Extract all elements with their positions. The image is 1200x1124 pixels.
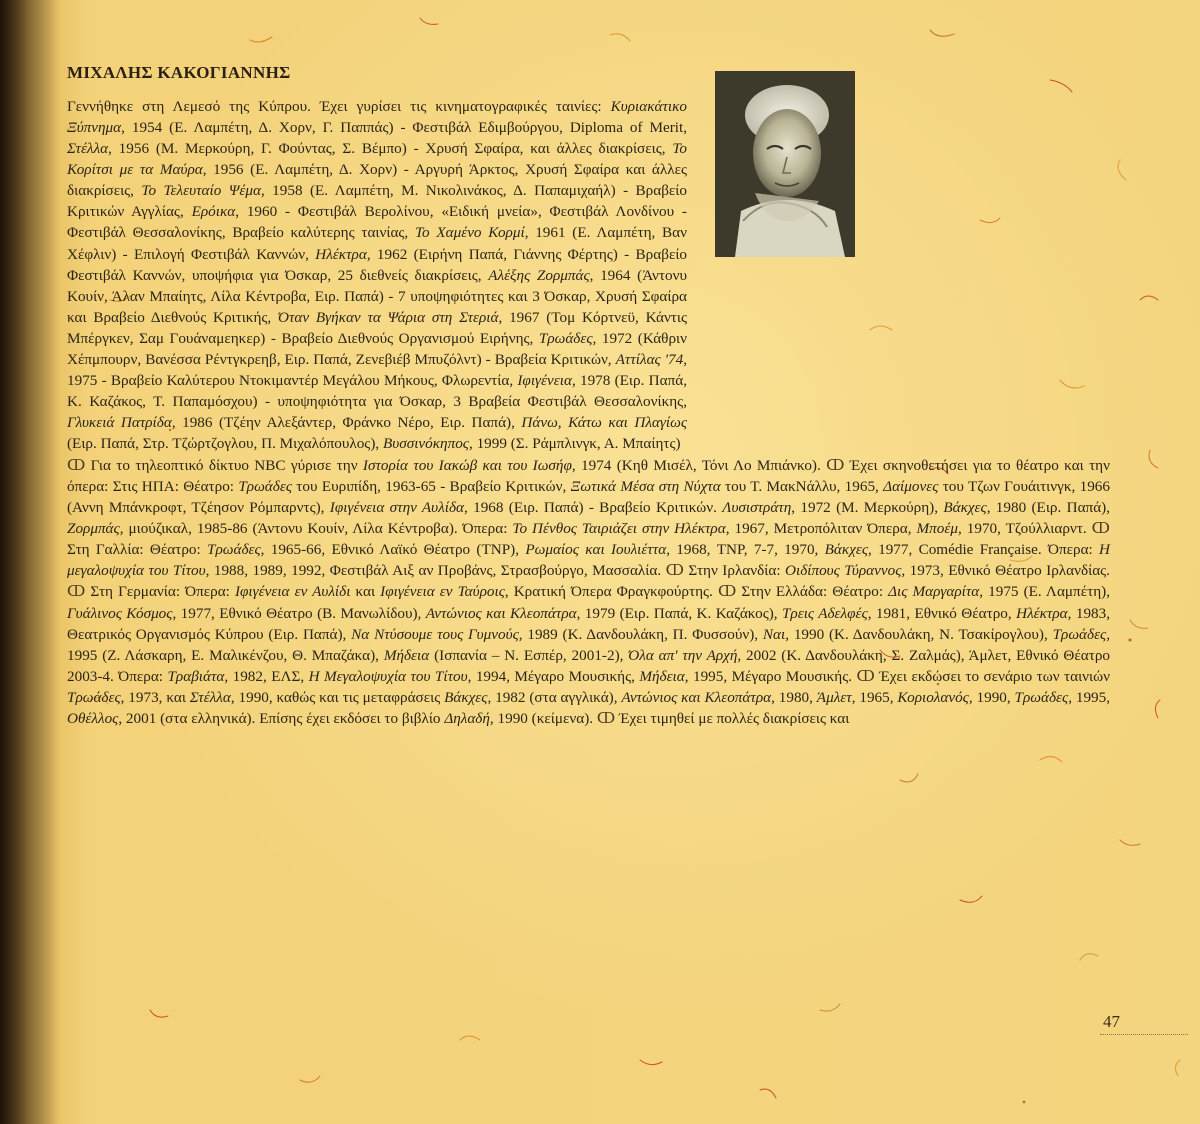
text-run: , 1956 (Ε. Λαμπέτη, Δ. Χορν) - Αργυρή Άρκτος, Χρυσή Σφαίρα και άλλες διακρίσεις, bbox=[67, 161, 687, 200]
text-run: , 1989 (Κ. Δανδουλάκη, Π. Φυσσούν), bbox=[518, 625, 763, 643]
italic-title: Γλυκειά Πατρίδα bbox=[67, 414, 172, 432]
italic-title: Βάκχες bbox=[824, 541, 869, 559]
text-run: , Κρατική Όπερα Φραγκφούρτης. bbox=[504, 583, 718, 601]
italic-title: Το Κορίτσι με τα Μαύρα bbox=[67, 140, 687, 179]
italic-title: Στέλλα bbox=[67, 140, 109, 158]
portrait-photo-icon bbox=[715, 71, 855, 257]
italic-title: Δηλαδή bbox=[444, 709, 490, 727]
text-run: Έχει τιμηθεί με πολλές διακρίσεις και bbox=[615, 709, 850, 727]
italic-title: Ρωμαίος και Ιουλιέττα bbox=[525, 541, 667, 559]
italic-title: Ιφιγένεια στην Αυλίδα bbox=[329, 499, 464, 517]
italic-title: Βυσσινόκηπος bbox=[382, 435, 469, 453]
text-run: , 1995, bbox=[1068, 688, 1111, 706]
portrait-photo bbox=[715, 71, 855, 257]
italic-title: Αττίλας '74 bbox=[615, 350, 684, 368]
italic-title: Η Μεγαλοψυχία του Τίτου bbox=[308, 667, 468, 685]
italic-title: Ηλέκτρα bbox=[315, 245, 367, 263]
italic-title: Κοριολανός bbox=[897, 688, 969, 706]
italic-title: Ιστορία του Ιακώβ και του Ιωσήφ bbox=[362, 457, 572, 474]
italic-title: Τρωάδες bbox=[1052, 625, 1107, 643]
text-run: , 1958 (Ε. Λαμπέτη, Μ. Νικολινάκος, Δ. Παπαμιχαήλ) - Βραβείο Κριτικών Αγγλίας, bbox=[67, 182, 687, 221]
italic-title: Δις Μαργαρίτα bbox=[888, 583, 980, 601]
italic-title: Μήδεια bbox=[639, 667, 685, 685]
text-run: , 1970, Τζούλλιαρντ. bbox=[958, 520, 1092, 538]
text-run: , 1978 (Ειρ. Παπά, Κ. Καζάκος, Τ. Παπαμόσχου) - υποψηφιότητα για Όσκαρ, 3 Βραβεία Φεστιβάλ Θεσσαλονίκης, bbox=[67, 372, 687, 411]
italic-title: Ιφιγένεια εν Ταύροις bbox=[380, 583, 505, 601]
italic-title: Πάνω, Κάτω και Πλαγίως bbox=[521, 414, 687, 432]
text-run: , 1975 (Ε. Λαμπέτη), bbox=[979, 583, 1110, 601]
text-run: , 1972 (Κάθριν Χέπμπουρν, Βανέσσα Ρέντγκρεηβ, Ειρ. Παπά, Ζενεβιέβ Μπυζόλντ) - Βραβεία Κριτικών, bbox=[67, 329, 687, 368]
text-run: , 1980 (Ειρ. Παπά), bbox=[986, 499, 1111, 517]
section-separator-icon: ↀ bbox=[1091, 520, 1110, 538]
text-run: , 1977, Εθνικό Θέατρο (Β. Μανωλίδου), bbox=[172, 604, 426, 622]
text-run: , μιούζικαλ, 1985-86 (Άντονυ Κουίν, Λίλα Κέντροβα). Όπερα: bbox=[119, 520, 513, 538]
italic-title: Τρωάδες bbox=[538, 329, 593, 347]
italic-title: Ιφιγένεια εν Αυλίδι bbox=[234, 583, 351, 601]
italic-title: Δαίμονες bbox=[883, 478, 939, 496]
biography-intro bbox=[67, 96, 687, 454]
text-run: και bbox=[350, 583, 381, 601]
text-run: , 1968, TNP, 7-7, 1970, bbox=[666, 541, 825, 559]
text-run: Στην Ιρλανδία: bbox=[683, 562, 786, 580]
page-title: ΜΙΧΑΛΗΣ ΚΑΚΟΓΙΑΝΝΗΣ bbox=[67, 63, 291, 82]
italic-title: Το Χαμένο Κορμί bbox=[414, 224, 525, 242]
text-run: Έχει σκηνοθετήσει για το θέατρο και την όπερα: Στις ΗΠΑ: Θέατρο: bbox=[67, 457, 1110, 496]
text-run: , 1999 (Σ. Ράμπλινγκ, Α. Μπαίητς) bbox=[468, 435, 681, 453]
text-run: , 1980, bbox=[771, 688, 817, 706]
section-separator-icon: ↀ bbox=[826, 457, 845, 474]
text-run: Έχει εκδώσει το σενάριο των ταινιών bbox=[874, 667, 1110, 685]
italic-title: Τρωάδες bbox=[207, 541, 261, 559]
italic-title: Το Τελευταίο Ψέμα bbox=[141, 182, 261, 200]
italic-title: Οιδίπους Τύραννος bbox=[785, 562, 902, 580]
italic-title: Όλα απ' την Αρχή bbox=[628, 646, 738, 664]
text-run: , 1968 (Ειρ. Παπά) - Βραβείο Κριτικών. bbox=[464, 499, 723, 517]
text-run: , 1974 (Κηθ Μισέλ, Τόνι Λο Μπιάνκο). bbox=[571, 457, 827, 474]
italic-title: Τρεις Αδελφές bbox=[781, 604, 868, 622]
text-run: , 1982, ΕΛΣ, bbox=[224, 667, 309, 685]
text-run: , 1954 (Ε. Λαμπέτη, Δ. Χορν, Γ. Παππάς) - Φεστιβάλ Εδιμβούργου, Diploma of Merit, bbox=[121, 119, 687, 137]
italic-title: Τρωάδες bbox=[238, 478, 292, 496]
text-run: , 1990, καθώς και τις μεταφράσεις bbox=[230, 688, 445, 706]
text-run: (Ειρ. Παπά, Στρ. Τζώρτζογλου, Π. Μιχαλόπουλος), bbox=[67, 435, 383, 453]
text-run: , 1995 (Ζ. Λάσκαρη, Ε. Μαλικένζου, Θ. Μπαζάκα), bbox=[67, 625, 1111, 664]
italic-title: Αλέξης Ζορμπάς bbox=[488, 266, 590, 284]
text-run: , 1990 (κείμενα). bbox=[489, 709, 597, 727]
page-number-rule bbox=[1100, 1034, 1188, 1035]
text-run: , 1960 - Φεστιβάλ Βερολίνου, «Ειδική μνεία», Φεστιβάλ Λονδίνου - Φεστιβάλ Θεσσαλονίκης, Βραβείο καλύτερης ταινίας, bbox=[67, 203, 687, 242]
italic-title: Γυάλινος Κόσμος bbox=[67, 604, 173, 622]
italic-title: Όταν Βγήκαν τα Ψάρια στη Στεριά bbox=[277, 308, 499, 326]
text-run: , 1990 (Κ. Δανδουλάκη, Ν. Τσακίρογλου), bbox=[785, 625, 1053, 643]
text-run: , 1956 (Μ. Μερκούρη, Γ. Φούντας, Σ. Βέμπο) - Χρυσή Σφαίρα, και άλλες διακρίσεις, bbox=[108, 140, 673, 158]
text-run: , 1965, bbox=[851, 688, 898, 706]
italic-title: Βάκχες bbox=[444, 688, 488, 706]
text-run: , 1990, bbox=[968, 688, 1015, 706]
italic-title: Ερόικα bbox=[191, 203, 236, 221]
italic-title: Οθέλλος bbox=[67, 709, 119, 727]
text-run: , 1961 (Ε. Λαμπέτη, Βαν Χέφλιν) - Επιλογή Φεστιβάλ Καννών, bbox=[67, 224, 688, 263]
text-run: του Ευριπίδη, 1963-65 - Βραβείο Κριτικών, bbox=[291, 478, 571, 496]
text-run: του Τζων Γουάιτινγκ, 1966 (Αννη Μπάνκροφτ, Τζέησον Ρόμπαρντς), bbox=[67, 478, 1110, 517]
italic-title: Αντώνιος και Κλεοπάτρα bbox=[621, 688, 772, 706]
section-separator-icon: ↀ bbox=[856, 667, 875, 685]
text-run: , 1967, Μετροπόλιταν Όπερα, bbox=[725, 520, 917, 538]
text-run: (Ισπανία – Ν. Εσπέρ, 2001-2), bbox=[429, 646, 629, 664]
text-run: , 1988, 1989, 1992, Φεστιβάλ Αιξ αν Προβάνς, Στρασβούργο, Μασσαλία. bbox=[205, 562, 666, 580]
text-run: , 1983, Θεατρικός Οργανισμός Κύπρου (Ειρ. Παπά), bbox=[67, 604, 1111, 643]
italic-title: Να Ντύσουμε τους Γυμνούς bbox=[351, 625, 519, 643]
text-run: , 1962 (Ειρήνη Παπά, Γιάννης Φέρτης) - Βραβείο Φεστιβάλ Καννών, υποψήφια για Όσκαρ, 25 διεθνείς διακρίσεις, bbox=[67, 245, 687, 284]
text-run: , 2001 (στα ελληνικά). Επίσης έχει εκδόσει το βιβλίο bbox=[118, 709, 445, 727]
italic-title: Το Πένθος Ταιριάζει στην Ηλέκτρα bbox=[512, 520, 726, 538]
section-separator-icon: ↀ bbox=[596, 709, 616, 727]
italic-title: Αντώνιος και Κλεοπάτρα bbox=[425, 604, 577, 622]
text-run: , 1965-66, Εθνικό Λαϊκό Θέατρο (TNP), bbox=[260, 541, 526, 559]
italic-title: Τραβιάτα bbox=[167, 667, 225, 685]
italic-title: Ναι bbox=[762, 625, 786, 643]
italic-title: Κυριακάτικο Ξύπνημα bbox=[67, 98, 687, 137]
section-separator-icon: ↀ bbox=[717, 583, 737, 601]
italic-title: Μήδεια bbox=[383, 646, 430, 664]
page-number: 47 bbox=[1103, 1012, 1120, 1031]
text-run: , 1972 (Μ. Μερκούρη), bbox=[791, 499, 944, 517]
biography-continued bbox=[67, 455, 1110, 729]
text-run: Στη Γερμανία: Όπερα: bbox=[85, 583, 235, 601]
italic-title: Τρωάδες bbox=[67, 688, 121, 706]
text-run: , 1986 (Τζέην Αλεξάντερ, Φράνκο Νέρο, Ειρ. Παπά), bbox=[171, 414, 522, 432]
text-run: , 1973, Εθνικό Θέατρο Ιρλανδίας. bbox=[901, 562, 1110, 580]
text-run: , 2002 (Κ. Δανδουλάκη, Σ. Ζαλμάς), Άμλετ, Εθνικό Θέατρο 2003-4. Όπερα: bbox=[67, 646, 1111, 685]
text-run: , 1964 (Άντονυ Κουίν, Άλαν Μπαίητς, Λίλα Κέντροβα, Ειρ. Παπά) - 7 υποψηφιότητες και 3 Όσκαρ, Χρυσή Σφαίρα και Βραβείο Διεθνούς Κριτικής, bbox=[67, 266, 687, 326]
italic-title: Βάκχες bbox=[943, 499, 987, 517]
text-run: , 1982 (στα αγγλικά), bbox=[487, 688, 622, 706]
italic-title: Ιφιγένεια bbox=[517, 372, 572, 390]
text-run: , 1967 (Τομ Κόρτνεϋ, Κάντις Μπέργκεν, Σαμ Γουάναμεηκερ) - Βραβείο Διεθνούς Οργανισμού Ειρήνης, bbox=[67, 308, 688, 347]
italic-title: Ζορμπάς bbox=[67, 520, 120, 538]
text-run: , 1975 - Βραβείο Καλύτερου Ντοκιμαντέρ Μεγάλου Μήκους, Φλωρεντία, bbox=[67, 350, 687, 390]
text-run: , 1995, Μέγαρο Μουσικής. bbox=[684, 667, 857, 685]
italic-title: Ξωτικά Μέσα στη Νύχτα bbox=[570, 478, 721, 496]
section-separator-icon: ↀ bbox=[665, 562, 684, 580]
italic-title: Στέλλα bbox=[189, 688, 231, 706]
text-run: Στην Ελλάδα: Θέατρο: bbox=[736, 583, 889, 601]
text-run: του Τ. ΜακΝάλλυ, 1965, bbox=[720, 478, 884, 496]
italic-title: Ηλέκτρα bbox=[1016, 604, 1068, 622]
text-run: Στη Γαλλία: Θέατρο: bbox=[67, 541, 208, 559]
italic-title: Λυσιστράτη bbox=[722, 499, 792, 517]
section-separator-icon: ↀ bbox=[67, 457, 86, 474]
italic-title: Η μεγαλοψυχία του Τίτου bbox=[67, 541, 1110, 580]
text-run: Γεννήθηκε στη Λεμεσό της Κύπρου. Έχει γυρίσει τις κινηματογραφικές ταινίες: bbox=[67, 98, 611, 115]
text-run: , 1994, Μέγαρο Μουσικής, bbox=[467, 667, 640, 685]
text-run: , 1979 (Ειρ. Παπά, Κ. Καζάκος), bbox=[576, 604, 782, 622]
text-run: , 1981, Εθνικό Θέατρο, bbox=[867, 604, 1017, 622]
italic-title: Άμλετ bbox=[816, 688, 852, 706]
text-run: Για το τηλεοπτικό δίκτυο NBC γύρισε την bbox=[85, 457, 363, 474]
italic-title: Τρωάδες bbox=[1014, 688, 1069, 706]
text-run: , 1973, και bbox=[120, 688, 190, 706]
section-separator-icon: ↀ bbox=[67, 583, 86, 601]
text-run: , 1977, Comédie Française. Όπερα: bbox=[868, 541, 1100, 559]
italic-title: Μποέμ bbox=[916, 520, 958, 538]
